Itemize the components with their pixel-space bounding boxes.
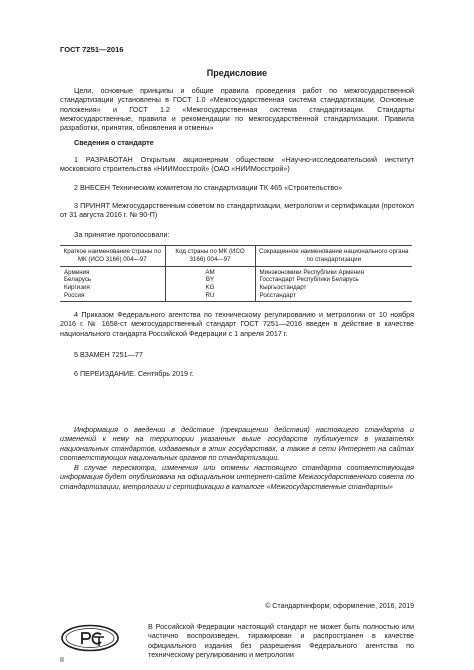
notice-revision-info: В случае пересмотра, изменения или отмены настоящего стандарта соответствующая информация будет опубликована на официальном интернет-сайте Межгосударственного совета по стандартизации, метрологии и сертификации в каталоге «Межгосударственные стандарты»	[60, 463, 414, 491]
info-heading-block	[60, 138, 414, 147]
national-body-cell: Минэкономики Республики Армения	[255, 266, 412, 276]
country-code-cell: BY	[165, 276, 255, 284]
national-body-cell: Росстандарт	[255, 292, 412, 301]
item-5-replaces: 5 ВЗАМЕН 7251—77	[74, 350, 143, 359]
national-body-cell: Госстандарт Республики Беларусь	[255, 276, 412, 284]
table-header-row	[60, 246, 412, 267]
item-2-block	[60, 183, 414, 192]
page-number: II	[60, 657, 64, 664]
voting-countries-table	[60, 245, 412, 302]
info-heading: Сведения о стандарте	[74, 138, 154, 147]
item-6-block	[60, 369, 414, 378]
section-title: Предисловие	[206, 68, 268, 78]
country-name-cell: Беларусь	[64, 276, 92, 284]
notice-block-2	[60, 463, 414, 491]
national-body-cell: Кыргызстандарт	[255, 284, 412, 292]
item-5-block	[60, 350, 414, 359]
country-name-cell: Россия	[60, 292, 165, 301]
copyright-line: © Стандартинформ, оформление, 2016, 2019	[265, 603, 414, 610]
country-code-cell: RU	[165, 292, 255, 301]
item-1-block	[60, 155, 414, 174]
header-national-body: Сокращенное наименование национального органа по стандартизации	[255, 246, 412, 267]
intro-paragraph: Цели, основные принципы и общие правила проведения работ по межгосударственной стандартизации установлены в ГОСТ 1.0 «Межгосударственная система стандартизации. Основные положения» и ГОСТ 1.2 «Межгосударственная система стандартизации. Стандарты межгосударственные, правила и рекомендации по межгосударственной стандартизации. Правила разработки, принятия, обновления и отмены»	[60, 86, 414, 133]
table-row	[60, 292, 412, 301]
intro-paragraph-block	[60, 86, 414, 132]
header-country-name: Краткое наименование страны по МК (ИСО 3166) 004—97	[60, 246, 165, 267]
item-4-block	[60, 310, 414, 338]
header-country-code: Код страны по МК (ИСО 3166) 004—97	[165, 246, 255, 267]
document-code-header: ГОСТ 7251—2016	[60, 45, 124, 54]
voted-label-block	[60, 230, 414, 239]
item-6-reissue: 6 ПЕРЕИЗДАНИЕ. Сентябрь 2019 г.	[74, 369, 194, 378]
country-name-cell: Армения	[64, 268, 90, 276]
country-code-cell: AM	[165, 266, 255, 276]
item-1-developed-by: 1 РАЗРАБОТАН Открытым акционерным обществом «Научно-исследовательский институт московского строительства «НИИМосстрой» (ОАО «НИИМосстрой»)	[60, 155, 414, 174]
country-name-cell: Киргизия	[64, 284, 90, 292]
table-row	[60, 284, 412, 292]
item-2-introduced-by: 2 ВНЕСЕН Техническим комитетом по стандартизации ТК 465 «Строительство»	[74, 183, 343, 192]
rights-statement: В Российской Федерации настоящий стандарт не может быть полностью или частично воспроизведен, тиражирован и распространен в качестве официального издания без разрешения Федерального агентства по техническому регулированию и метрологии	[148, 622, 414, 659]
item-4-order: 4 Приказом Федерального агентства по техническому регулированию и метрологии от 10 ноября 2016 г. № 1658-ст межгосударственный стандарт ГОСТ 7251—2016 введен в действие в качестве национального стандарта Российской Федерации с 1 апреля 2017 г.	[60, 310, 414, 338]
rst-mark-logo-icon	[60, 624, 120, 652]
notice-block-1	[60, 425, 414, 462]
item-3-adopted-by: 3 ПРИНЯТ Межгосударственным советом по стандартизации, метрологии и сертификации (протокол от 31 августа 2016 г. № 90-П)	[60, 201, 414, 220]
table-row	[60, 276, 412, 284]
table-row	[60, 266, 412, 276]
voted-label: За принятие проголосовали:	[74, 230, 170, 239]
country-code-cell: KG	[165, 284, 255, 292]
item-3-block	[60, 201, 414, 220]
notice-introduction-info: Информация о введении в действие (прекращении действия) настоящего стандарта и изменений к нему на территории указанных выше государств публикуется в указателях национальных стандартов, издаваемых в этих государствах, а также в сети Интернет на сайтах соответствующих национальных органов по стандартизации.	[60, 425, 414, 462]
